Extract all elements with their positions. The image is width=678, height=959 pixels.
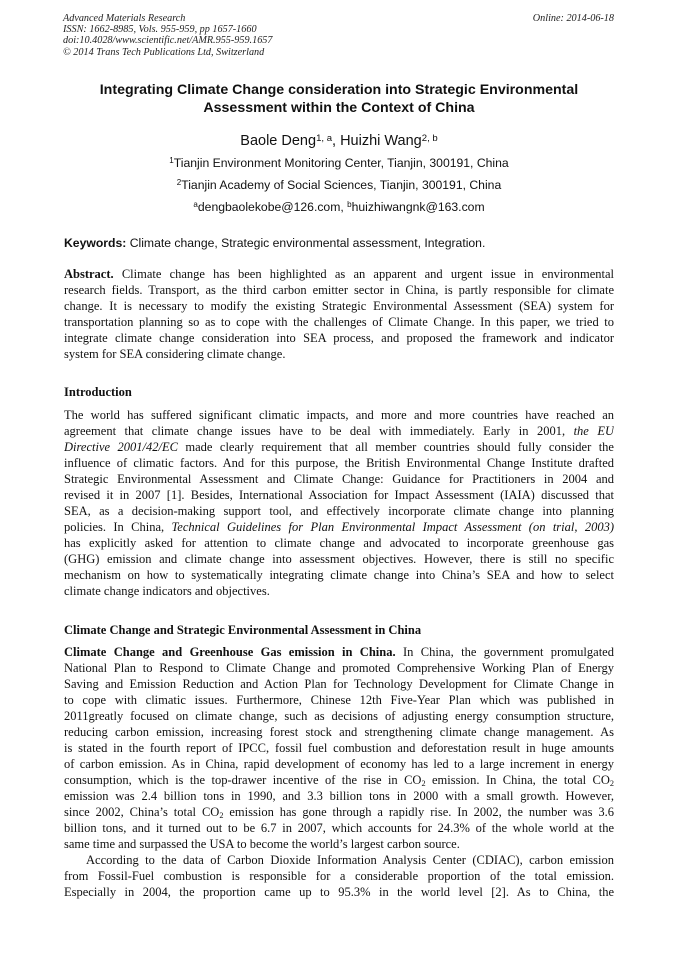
body-line: reducing carbon emission, increasing forest stock and strengthening climate change management. As [64, 725, 614, 739]
section2-body [64, 644, 614, 900]
journal-header [63, 13, 272, 58]
body-line: According to the data of Carbon Dioxide Information Analysis Center (CDIAC), carbon emission [86, 853, 614, 867]
email-a-mark: a [193, 200, 198, 210]
subscript-2: 2 [421, 779, 426, 788]
affiliation-1-text: Tianjin Environment Monitoring Center, Tianjin, 300191, China [173, 156, 509, 170]
doi-line: doi:10.4028/www.scientific.net/AMR.955-959.1657 [63, 35, 273, 47]
body-line: The world has suffered significant climatic impacts, and more and more countries have reached an [64, 408, 614, 422]
author-1: Baole Deng [240, 133, 317, 149]
body-line: emission was 2.4 billion tons in 1990, and 3.3 billion tons in 2000 with a small growth. However, [64, 789, 614, 803]
abstract-line: change. It is necessary to modify the existing Strategic Environmental Assessment (SEA) system for [64, 299, 614, 313]
body-line: National Plan to Respond to Climate Change and promoted Comprehensive Working Plan of Energy [64, 661, 614, 675]
body-line: same time and surpassed the USA to become the world’s largest carbon source. [64, 837, 460, 851]
abstract-label: Abstract. [64, 267, 114, 281]
body-line [64, 644, 614, 660]
copyright-line: © 2014 Trans Tech Publications Ltd, Switzerland [63, 46, 265, 58]
directive-ref: Directive 2001/42/EC [64, 440, 178, 454]
body-text: policies. In China, [64, 520, 172, 534]
subsection-heading: Climate Change and Greenhouse Gas emission in China. [64, 645, 396, 659]
body-line [64, 804, 614, 820]
body-line: Especially in 2004, the proportion came up to 95.3% in the world level [2]. As to China, the [64, 885, 614, 899]
body-line: influence of climatic factors. And for this purpose, the British Environmental Change Institute drafted [64, 456, 614, 470]
affiliation-2-text: Tianjin Academy of Social Sciences, Tianjin, 300191, China [181, 178, 502, 192]
author-emails [40, 200, 638, 215]
section-heading-climate-sea: Climate Change and Strategic Environmental Assessment in China [64, 623, 422, 637]
body-line: of carbon emission. As in China, rapid development of economy has led to a large increment in energy [64, 757, 614, 771]
affiliation-1-mark: 1 [169, 156, 174, 166]
subscript-2: 2 [609, 779, 614, 788]
body-line: Strategic Environmental Assessment and Climate Change: Guidance for Practitioners in 2004 and [64, 472, 614, 486]
body-line: mechanism on how to systematically integrating climate change into China’s SEA and how to select [64, 568, 614, 582]
keywords-label: Keywords: [64, 236, 127, 250]
body-line: from Fossil-Fuel combustion is responsible for a considerable proportion of the total emission. [64, 869, 614, 883]
affiliation-2 [40, 178, 638, 193]
body-text: made clearly requirement that all member countries should fully consider the [177, 440, 614, 454]
body-text: emission has gone through a rapidly rise. In 2002, the number was 3.6 [223, 805, 614, 819]
body-line [64, 439, 614, 455]
abstract-text: Climate change has been highlighted as an apparent and urgent issue in environmental [113, 267, 614, 281]
issn-line: ISSN: 1662-8985, Vols. 955-959, pp 1657-1660 [63, 24, 257, 36]
keywords [64, 236, 616, 251]
abstract-line: transportation planning so as to cope with the challenges of Climate Change. In this paper, we tried to [64, 315, 614, 329]
abstract-line [64, 266, 614, 282]
author-1-affiliation-mark: 1, a [316, 132, 333, 144]
body-line [64, 423, 614, 439]
title-line-2: Assessment within the Context of China [203, 100, 475, 116]
body-text: since 2002, China’s total CO [64, 805, 220, 819]
body-text: agreement that climate change issues have to be deal with immediately. Early in 2001, [64, 424, 574, 438]
paper-title [40, 81, 638, 117]
author-separator: , [332, 133, 341, 149]
email-b: huizhiwangnk@163.com [351, 200, 485, 214]
body-line: to cope with climatic issues. Furthermore, Chinese 12th Five-Year Plan which was published in [64, 693, 614, 707]
body-line: climate change indicators and objectives. [64, 584, 270, 598]
abstract-line: research fields. Transport, as the third carbon emitter sector in China, is partly responsible for climate [64, 283, 614, 297]
abstract [64, 266, 614, 362]
affiliation-1 [40, 156, 638, 171]
body-text: consumption, which is the top-drawer incentive of the rise in CO [64, 773, 422, 787]
body-text: emission. In China, the total CO [425, 773, 610, 787]
body-line: has explicitly asked for attention to climate change and advocated to incorporate greenhouse gas [64, 536, 614, 550]
body-line: Saving and Emission Reduction and Action Plan for Technology Development for Climate Change in [64, 677, 614, 691]
online-date: Online: 2014-06-18 [532, 13, 614, 24]
body-text: In China, the government promulgated [395, 645, 614, 659]
body-line: billion tons, and it turned out to be 6.7 in 2007, which accounts for 24.3% of the whole world at the [64, 821, 614, 835]
body-line: (GHG) emission and climate change into assessment objectives. However, there is still no specific [64, 552, 614, 566]
body-line: SEA, as a decision-making support tool, and effectively incorporate climate change into planning [64, 504, 614, 518]
guideline-ref: Technical Guidelines for Plan Environmental Impact Assessment (on trial, 2003) [171, 520, 614, 534]
directive-ref: the EU [573, 424, 614, 438]
keywords-text: Climate change, Strategic environmental assessment, Integration. [126, 236, 486, 250]
email-b-mark: b [347, 200, 352, 210]
author-list [40, 132, 638, 150]
email-a: dengbaolekobe@126.com, [197, 200, 348, 214]
body-line: is stated in the fourth report of IPCC, fossil fuel combustion and deforestation result in huge amounts [64, 741, 614, 755]
author-2: Huizhi Wang [340, 133, 422, 149]
section-heading-introduction: Introduction [64, 385, 132, 399]
introduction-body [64, 407, 614, 599]
author-2-affiliation-mark: 2, b [421, 132, 438, 144]
affiliation-2-mark: 2 [176, 178, 182, 188]
abstract-line: system for SEA considering climate change. [64, 347, 286, 361]
body-line: revised it in 2007 [1]. Besides, International Association for Impact Assessment (IAIA) discussed that [64, 488, 614, 502]
journal-name: Advanced Materials Research [63, 13, 186, 24]
abstract-line: integrate climate change consideration into SEA process, and proposed the framework and indicator [64, 331, 614, 345]
subscript-2: 2 [219, 811, 224, 820]
body-line [64, 772, 614, 788]
title-line-1: Integrating Climate Change consideration into Strategic Environmental [99, 82, 579, 98]
body-line: 2011greatly focused on climate change, such as decisions of adjusting energy consumption structure, [64, 709, 614, 723]
body-line [64, 519, 614, 535]
